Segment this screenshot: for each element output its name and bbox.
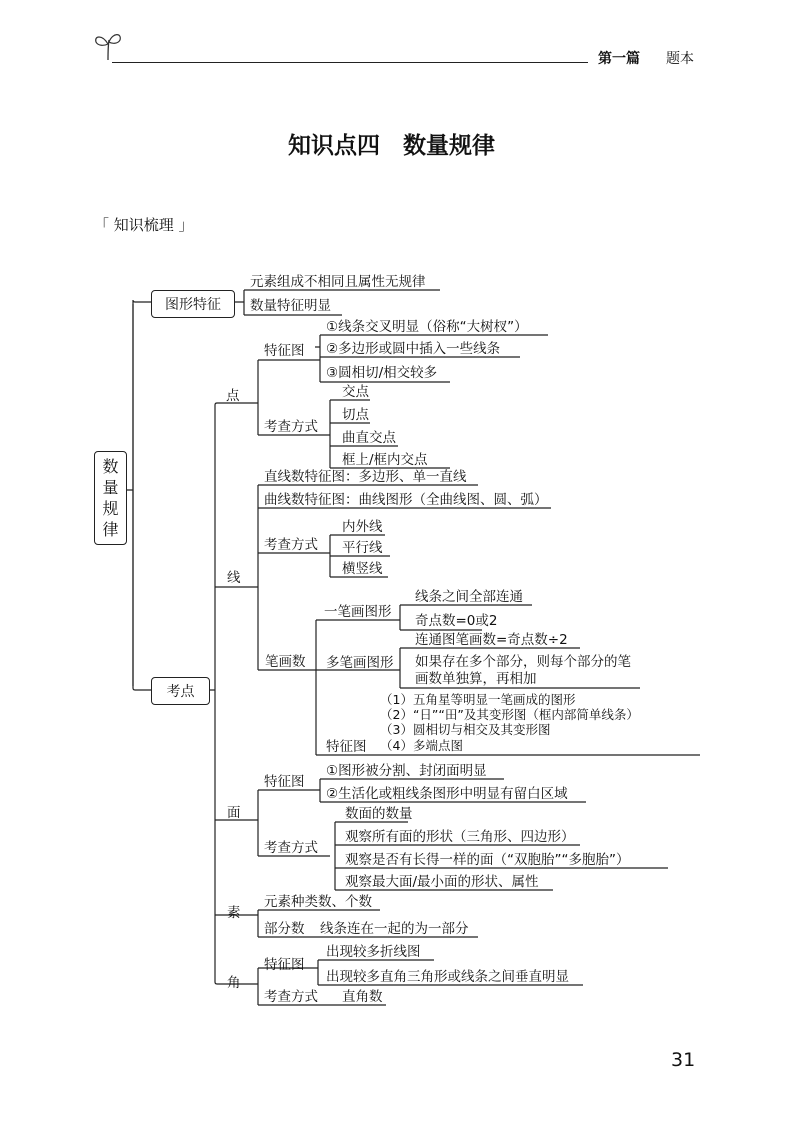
- line-feature-item-1: （1）五角星等明显一笔画成的图形: [380, 692, 576, 707]
- angle-label: 角: [227, 975, 241, 991]
- angle-feature-2: 出现较多直角三角形或线条之间垂直明显: [326, 969, 569, 985]
- page-title: 知识点四 数量规律: [288, 133, 495, 159]
- root-label: 数量规律: [102, 457, 119, 539]
- surface-method-2: 观察所有面的形状（三角形、四边形）: [345, 829, 575, 845]
- line-feature-item-4: （4）多端点图: [380, 738, 463, 753]
- line-feature-label: 特征图: [326, 739, 367, 755]
- line-curve: 曲线数特征图：曲线图形（全曲线图、圆、弧）: [264, 492, 548, 508]
- point-method-4: 框上/框内交点: [342, 452, 428, 468]
- line-feature-item-3: （3）圆相切与相交及其变形图: [380, 722, 551, 737]
- point-feature-3: ③圆相切/相交较多: [326, 365, 438, 381]
- angle-feature-1: 出现较多折线图: [326, 944, 421, 960]
- surface-method-4: 观察最大面/最小面的形状、属性: [345, 874, 539, 890]
- line-straight: 直线数特征图：多边形、单一直线: [264, 469, 467, 485]
- surface-label: 面: [227, 805, 241, 821]
- point-label: 点: [226, 388, 240, 404]
- point-feature-2: ②多边形或圆中插入一些线条: [326, 341, 501, 357]
- element-parts: 线条连在一起的为一部分: [320, 921, 469, 937]
- element-label: 素: [227, 905, 241, 921]
- surface-feature-2: ②生活化或粗线条图形中明显有留白区域: [326, 786, 568, 802]
- point-method-label: 考查方式: [264, 419, 318, 435]
- angle-method: 直角数: [342, 989, 383, 1005]
- line-stroke-label: 笔画数: [265, 654, 306, 670]
- point-feature-label: 特征图: [264, 343, 305, 359]
- point-method-3: 曲直交点: [342, 430, 396, 446]
- one-stroke-1: 线条之间全部连通: [415, 589, 523, 605]
- element-kinds: 元素种类数、个数: [264, 894, 372, 910]
- one-stroke-2: 奇点数=0或2: [415, 613, 498, 629]
- page-number: 31: [671, 1049, 696, 1071]
- line-feature-item-2: （2）“日”“田”及其变形图（框内部简单线条）: [380, 707, 639, 722]
- surface-method-label: 考查方式: [264, 840, 318, 856]
- root-node: [94, 451, 127, 545]
- branch-shape-feature: 图形特征: [151, 290, 235, 318]
- surface-feature-label: 特征图: [264, 774, 305, 790]
- shape-feature-item-2: 数量特征明显: [250, 298, 331, 314]
- line-method-3: 横竖线: [342, 561, 383, 577]
- surface-method-1: 数面的数量: [345, 806, 413, 822]
- shape-feature-item-1: 元素组成不相同且属性无规律: [250, 274, 426, 290]
- section-subhead: 「 知识梳理 」: [94, 216, 194, 234]
- branch-exam-points: 考点: [151, 677, 210, 705]
- line-method-label: 考查方式: [264, 537, 318, 553]
- angle-feature-label: 特征图: [264, 957, 305, 973]
- multi-stroke-label: 多笔画图形: [326, 655, 394, 671]
- element-parts-label: 部分数: [264, 921, 305, 937]
- point-method-2: 切点: [342, 407, 369, 423]
- one-stroke-label: 一笔画图形: [324, 604, 392, 620]
- line-method-2: 平行线: [342, 540, 383, 556]
- point-method-1: 交点: [342, 384, 369, 400]
- surface-method-3: 观察是否有长得一样的面（“双胞胎”“多胞胎”）: [345, 852, 630, 868]
- multi-stroke-note-1: 如果存在多个部分，则每个部分的笔: [415, 654, 631, 670]
- line-method-1: 内外线: [342, 519, 383, 535]
- header-label: 题本: [666, 51, 694, 67]
- multi-stroke-rule: 连通图笔画数=奇点数÷2: [415, 632, 568, 648]
- angle-method-label: 考查方式: [264, 989, 318, 1005]
- surface-feature-1: ①图形被分割、封闭面明显: [326, 763, 487, 779]
- point-feature-1: ①线条交叉明显（俗称“大树杈”）: [326, 319, 528, 335]
- header-section: 第一篇: [598, 51, 640, 67]
- line-label: 线: [227, 570, 241, 586]
- multi-stroke-note-2: 画数单独算，再相加: [415, 671, 537, 687]
